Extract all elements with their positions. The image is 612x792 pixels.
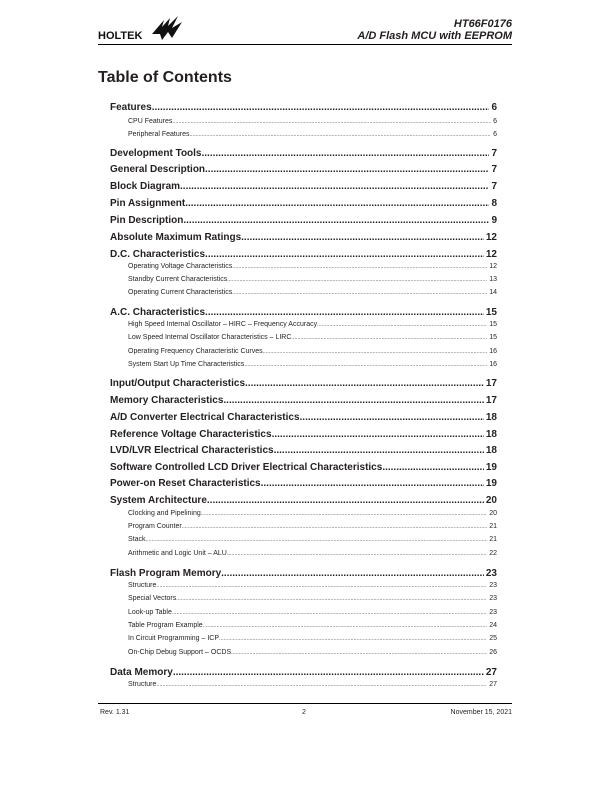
toc-entry-page: 15 — [489, 321, 497, 328]
dot-leader — [263, 347, 488, 357]
toc-entry-page: 12 — [485, 249, 497, 260]
toc-subsection-entry[interactable] — [128, 347, 497, 357]
toc-section-entry[interactable] — [110, 231, 497, 245]
dot-leader — [189, 130, 491, 140]
toc-entry-page: 20 — [485, 495, 497, 506]
toc-entry-title: Arithmetic and Logic Unit – ALU — [128, 550, 227, 557]
toc-entry-title: A.C. Characteristics — [110, 307, 206, 318]
toc-entry-title: Software Controlled LCD Driver Electrical Characteristics — [110, 462, 383, 473]
toc-subsection-entry[interactable] — [128, 594, 497, 604]
toc-section-entry[interactable] — [110, 394, 497, 408]
toc-entry-page: 18 — [485, 429, 497, 440]
toc-entry-title: Features — [110, 102, 152, 113]
dot-leader — [261, 477, 484, 491]
toc-section-entry[interactable] — [110, 377, 497, 391]
dot-leader — [201, 509, 487, 519]
toc-subsection-entry[interactable] — [128, 320, 497, 330]
toc-entry-page: 6 — [491, 102, 497, 113]
toc-entry-title: In Circuit Programming – ICP — [128, 635, 220, 642]
toc-entry-title: Pin Description — [110, 215, 184, 226]
toc-entry-page: 16 — [489, 348, 497, 355]
toc-entry-page: 8 — [491, 198, 497, 209]
toc-section-entry[interactable] — [110, 411, 497, 425]
toc-entry-page: 27 — [489, 681, 497, 688]
dot-leader — [156, 680, 487, 690]
toc-section-entry[interactable] — [110, 666, 497, 680]
toc-entry-page: 17 — [485, 395, 497, 406]
dot-leader — [176, 594, 487, 604]
toc-entry-title: System Architecture — [110, 495, 207, 506]
dot-leader — [274, 444, 484, 458]
toc-section-entry[interactable] — [110, 101, 497, 115]
toc-entry-page: 6 — [493, 118, 497, 125]
toc-entry-page: 15 — [489, 334, 497, 341]
toc-entry-title: Operating Current Characteristics — [128, 289, 233, 296]
toc-entry-page: 7 — [491, 164, 497, 175]
toc-entry-title: Table Program Example — [128, 622, 203, 629]
toc-subsection-entry[interactable] — [128, 333, 497, 343]
toc-section-entry[interactable] — [110, 494, 497, 508]
toc-entry-title: Input/Output Characteristics — [110, 378, 246, 389]
toc-subsection-entry[interactable] — [128, 535, 497, 545]
toc-entry-page: 14 — [489, 289, 497, 296]
toc-entry-title: LVD/LVR Electrical Characteristics — [110, 445, 274, 456]
dot-leader — [241, 231, 484, 245]
dot-leader — [227, 549, 487, 559]
toc-entry-title: Data Memory — [110, 667, 173, 678]
toc-entry-page: 17 — [485, 378, 497, 389]
toc-entry-page: 25 — [489, 635, 497, 642]
dot-leader — [156, 581, 487, 591]
footer-revision: Rev. 1.31 — [100, 709, 130, 716]
toc-entry-title: Stack — [128, 536, 146, 543]
dot-leader — [245, 377, 484, 391]
dot-leader — [207, 494, 484, 508]
toc-entry-title: Structure — [128, 681, 157, 688]
toc-entry-page: 20 — [489, 510, 497, 517]
toc-entry-page: 21 — [489, 523, 497, 530]
dot-leader — [152, 101, 490, 115]
toc-subsection-entry[interactable] — [128, 275, 497, 285]
dot-leader — [172, 608, 487, 618]
toc-entry-page: 16 — [489, 361, 497, 368]
dot-leader — [172, 117, 491, 127]
toc-section-entry[interactable] — [110, 477, 497, 491]
dot-leader — [223, 394, 483, 408]
toc-entry-title: System Start Up Time Characteristics — [128, 361, 245, 368]
document-subtitle: A/D Flash MCU with EEPROM — [357, 30, 512, 42]
dot-leader — [205, 248, 484, 262]
dot-leader — [317, 320, 487, 330]
toc-entry-title: Special Vectors — [128, 595, 177, 602]
toc-subsection-entry[interactable] — [128, 117, 497, 127]
toc-entry-title: Reference Voltage Characteristics — [110, 429, 272, 440]
toc-subsection-entry[interactable] — [128, 360, 497, 370]
toc-entry-page: 19 — [485, 478, 497, 489]
toc-entry-page: 18 — [485, 412, 497, 423]
toc-entry-title: Flash Program Memory — [110, 568, 222, 579]
toc-section-entry[interactable] — [110, 461, 497, 475]
toc-subsection-entry[interactable] — [128, 581, 497, 591]
toc-entry-title: Low Speed Internal Oscillator Characteristics – LIRC — [128, 334, 292, 341]
toc-section-entry[interactable] — [110, 306, 497, 320]
toc-subsection-entry[interactable] — [128, 509, 497, 519]
holtek-logo — [98, 14, 194, 44]
toc-subsection-entry[interactable] — [128, 680, 497, 690]
toc-entry-title: Memory Characteristics — [110, 395, 224, 406]
toc-entry-page: 27 — [485, 667, 497, 678]
toc-section-entry[interactable] — [110, 163, 497, 177]
dot-leader — [205, 163, 489, 177]
dot-leader — [244, 360, 487, 370]
toc-entry-page: 12 — [485, 232, 497, 243]
toc-title: Table of Contents — [98, 69, 232, 86]
footer-rule — [98, 703, 512, 704]
toc-section-entry[interactable] — [110, 214, 497, 228]
dot-leader — [183, 214, 489, 228]
toc-entry-page: 13 — [489, 276, 497, 283]
document-header — [357, 18, 512, 42]
toc-entry-page: 18 — [485, 445, 497, 456]
toc-entry-title: Pin Assignment — [110, 198, 186, 209]
toc-entry-page: 23 — [489, 582, 497, 589]
dot-leader — [300, 411, 484, 425]
toc-entry-page: 7 — [491, 181, 497, 192]
dot-leader — [202, 147, 490, 161]
dot-leader — [173, 666, 484, 680]
toc-subsection-entry[interactable] — [128, 634, 497, 644]
toc-entry-page: 26 — [489, 649, 497, 656]
footer-page-number: 2 — [302, 709, 306, 716]
dot-leader — [382, 461, 484, 475]
toc-entry-page: 24 — [489, 622, 497, 629]
toc-subsection-entry[interactable] — [128, 130, 497, 140]
dot-leader — [185, 197, 489, 211]
dot-leader — [180, 180, 489, 194]
dot-leader — [205, 306, 484, 320]
toc-entry-page: 21 — [489, 536, 497, 543]
toc-entry-title: Clocking and Pipelining — [128, 510, 201, 517]
toc-section-entry[interactable] — [110, 444, 497, 458]
toc-entry-page: 23 — [489, 595, 497, 602]
toc-section-entry[interactable] — [110, 180, 497, 194]
toc-entry-title: Operating Voltage Characteristics — [128, 263, 233, 270]
dot-leader — [231, 648, 487, 658]
dot-leader — [219, 634, 487, 644]
toc-entry-title: Program Counter — [128, 523, 182, 530]
toc-entry-title: On-Chip Debug Support – OCDS — [128, 649, 232, 656]
dot-leader — [272, 428, 484, 442]
toc-section-entry[interactable] — [110, 197, 497, 211]
toc-subsection-entry[interactable] — [128, 549, 497, 559]
toc-entry-title: Standby Current Characteristics — [128, 276, 228, 283]
toc-entry-title: Peripheral Features — [128, 131, 190, 138]
toc-subsection-entry[interactable] — [128, 288, 497, 298]
dot-leader — [203, 621, 488, 631]
dot-leader — [232, 262, 487, 272]
toc-entry-page: 15 — [485, 307, 497, 318]
svg-text:HOLTEK: HOLTEK — [98, 30, 143, 42]
toc-entry-title: Structure — [128, 582, 157, 589]
toc-entry-title: CPU Features — [128, 118, 173, 125]
dot-leader — [182, 522, 488, 532]
toc-subsection-entry[interactable] — [128, 621, 497, 631]
header-rule — [98, 44, 512, 45]
toc-section-entry[interactable] — [110, 567, 497, 581]
toc-subsection-entry[interactable] — [128, 262, 497, 272]
toc-entry-page: 9 — [491, 215, 497, 226]
toc-subsection-entry[interactable] — [128, 522, 497, 532]
toc-entry-title: Absolute Maximum Ratings — [110, 232, 242, 243]
footer-date: November 15, 2021 — [450, 709, 512, 716]
toc-entry-page: 6 — [493, 131, 497, 138]
toc-entry-page: 7 — [491, 148, 497, 159]
dot-leader — [227, 275, 487, 285]
dot-leader — [291, 333, 487, 343]
part-number: HT66F0176 — [453, 18, 512, 30]
dot-leader — [232, 288, 487, 298]
toc-entry-title: Development Tools — [110, 148, 202, 159]
toc-entry-page: 12 — [489, 263, 497, 270]
toc-entry-page: 23 — [489, 609, 497, 616]
toc-entry-title: General Description — [110, 164, 206, 175]
toc-entry-title: Look-up Table — [128, 609, 172, 616]
toc-entry-title: Power-on Reset Characteristics — [110, 478, 261, 489]
toc-entry-page: 22 — [489, 550, 497, 557]
dot-leader — [221, 567, 484, 581]
toc-entry-page: 23 — [485, 568, 497, 579]
toc-entry-title: Block Diagram — [110, 181, 181, 192]
toc-subsection-entry[interactable] — [128, 648, 497, 658]
toc-entry-title: High Speed Internal Oscillator – HIRC – Frequency Accuracy — [128, 321, 318, 328]
toc-entry-title: Operating Frequency Characteristic Curves — [128, 348, 263, 355]
toc-subsection-entry[interactable] — [128, 608, 497, 618]
toc-section-entry[interactable] — [110, 428, 497, 442]
toc-section-entry[interactable] — [110, 147, 497, 161]
toc-entry-page: 19 — [485, 462, 497, 473]
dot-leader — [146, 535, 488, 545]
toc-entry-title: D.C. Characteristics — [110, 249, 206, 260]
toc-section-entry[interactable] — [110, 248, 497, 262]
toc-entry-title: A/D Converter Electrical Characteristics — [110, 412, 300, 423]
